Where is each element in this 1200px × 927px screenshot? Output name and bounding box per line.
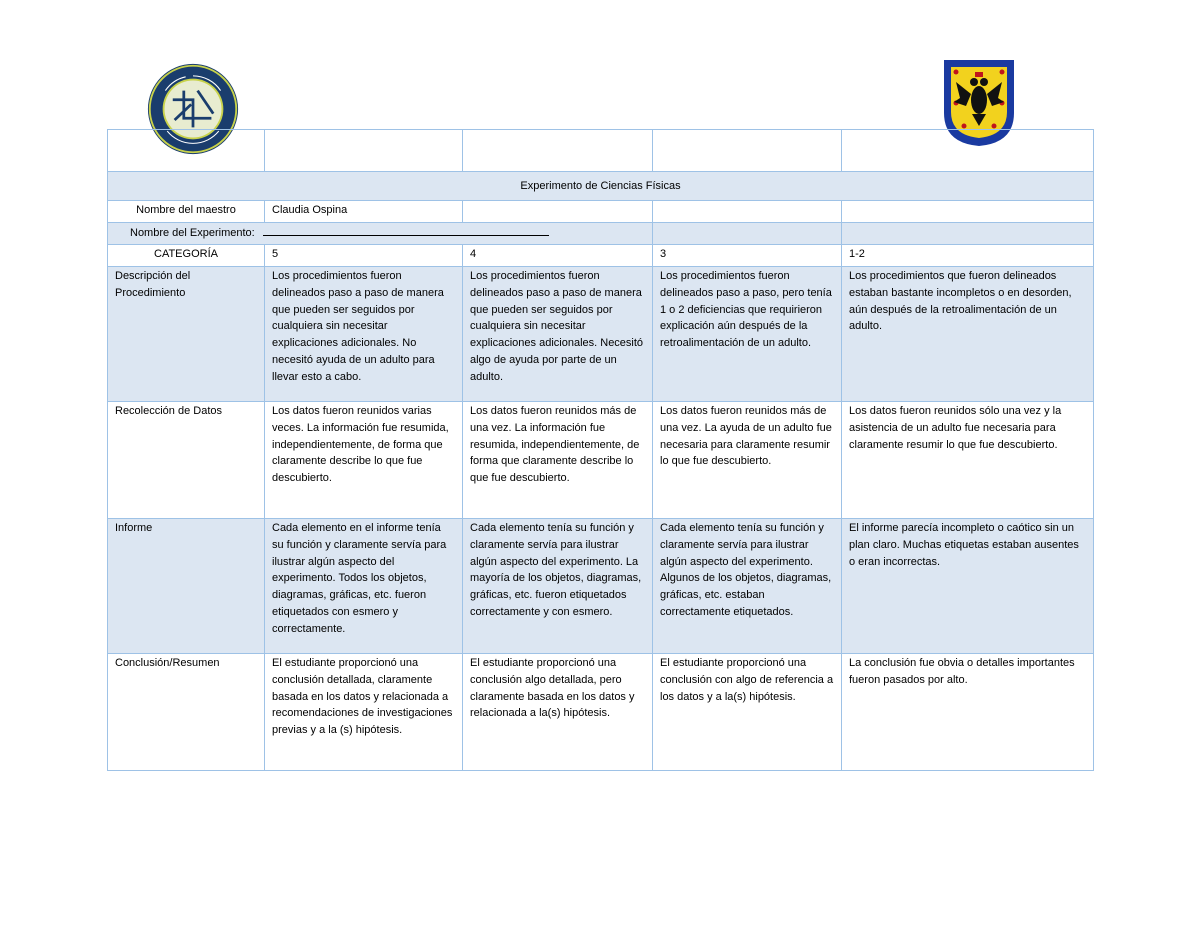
experiment-cell (108, 223, 653, 245)
criterion-cell: El estudiante proporcionó una conclusión algo detallada, pero claramente basada en los datos y relacionada a la(s) hipótesis. (463, 654, 653, 771)
criterion-row (108, 654, 1094, 771)
teacher-name: Claudia Ospina (265, 201, 463, 223)
blank-cell (842, 201, 1094, 223)
header-row (108, 245, 1094, 267)
criterion-cell: Los procedimientos fueron delineados paso a paso, pero tenía 1 o 2 deficiencias que requirieron explicación aún después de la retroalimentación de un adulto. (653, 267, 842, 402)
criterion-cell: Los datos fueron reunidos sólo una vez y la asistencia de un adulto fue necesaria para claramente resumir lo que fue descubierto. (842, 402, 1094, 519)
score-header: 4 (463, 245, 653, 267)
blank-cell (653, 223, 842, 245)
blank-row (108, 130, 1094, 172)
criterion-cell: El informe parecía incompleto o caótico sin un plan claro. Muchas etiquetas estaban ausentes o eran incorrectas. (842, 519, 1094, 654)
title-row (108, 172, 1094, 201)
rubric-title: Experimento de Ciencias Físicas (108, 172, 1094, 201)
criterion-cell: Los datos fueron reunidos más de una vez. La información fue resumida, independientemente, de forma que claramente describe lo que fue descubierto. (463, 402, 653, 519)
criterion-row (108, 402, 1094, 519)
criterion-cell: Cada elemento tenía su función y claramente servía para ilustrar algún aspecto del experimento. La mayoría de los objetos, diagramas, gráficas, etc. fueron etiquetados correctamente y con esmero. (463, 519, 653, 654)
criterion-label: Recolección de Datos (108, 402, 265, 519)
blank-cell (265, 130, 463, 172)
experiment-blank-line (263, 224, 549, 236)
experiment-row (108, 223, 1094, 245)
criterion-cell: El estudiante proporcionó una conclusión con algo de referencia a los datos y a la(s) hipótesis. (653, 654, 842, 771)
blank-cell (842, 130, 1094, 172)
teacher-label: Nombre del maestro (108, 201, 265, 223)
teacher-row (108, 201, 1094, 223)
criterion-row (108, 519, 1094, 654)
blank-cell (842, 223, 1094, 245)
category-header: CATEGORÍA (108, 245, 265, 267)
criterion-cell: Los datos fueron reunidos varias veces. La información fue resumida, independientemente, de forma que claramente describe lo que fue descubierto. (265, 402, 463, 519)
criterion-cell: Los procedimientos fueron delineados paso a paso de manera que pueden ser seguidos por cualquiera sin necesitar explicaciones adicionales. Necesitó algo de ayuda por parte de un adulto. (463, 267, 653, 402)
blank-cell (653, 130, 842, 172)
blank-cell (653, 201, 842, 223)
criterion-cell: Los procedimientos fueron delineados paso a paso de manera que pueden ser seguidos por cualquiera sin necesitar explicaciones adicionales. No necesitó ayuda de un adulto para llevar esto a cabo. (265, 267, 463, 402)
score-header: 1-2 (842, 245, 1094, 267)
criterion-cell: Cada elemento en el informe tenía su función y claramente servía para ilustrar algún aspecto del experimento. Todos los objetos, diagramas, gráficas, etc. fueron etiquetados con esmero y correctamente. (265, 519, 463, 654)
criterion-label: Informe (108, 519, 265, 654)
experiment-label: Nombre del Experimento: (130, 227, 255, 239)
score-header: 5 (265, 245, 463, 267)
criterion-cell: El estudiante proporcionó una conclusión detallada, claramente basada en los datos y relacionada a recomendaciones de investigaciones previas y a la (s) hipótesis. (265, 654, 463, 771)
score-header: 3 (653, 245, 842, 267)
criterion-label: Descripción del Procedimiento (108, 267, 265, 402)
criterion-cell: Los procedimientos que fueron delineados estaban bastante incompletos o en desorden, aún después de la retroalimentación de un adulto. (842, 267, 1094, 402)
criterion-cell: Cada elemento tenía su función y claramente servía para ilustrar algún aspecto del experimento. Algunos de los objetos, diagramas, gráficas, etc. estaban correctamente etiquetados. (653, 519, 842, 654)
rubric-table (107, 129, 1094, 771)
blank-cell (463, 130, 653, 172)
criterion-cell: La conclusión fue obvia o detalles importantes fueron pasados por alto. (842, 654, 1094, 771)
criterion-cell: Los datos fueron reunidos más de una vez. La ayuda de un adulto fue necesaria para claramente resumir lo que fue descubierto. (653, 402, 842, 519)
blank-cell (463, 201, 653, 223)
criterion-label: Conclusión/Resumen (108, 654, 265, 771)
criterion-row (108, 267, 1094, 402)
blank-cell (108, 130, 265, 172)
